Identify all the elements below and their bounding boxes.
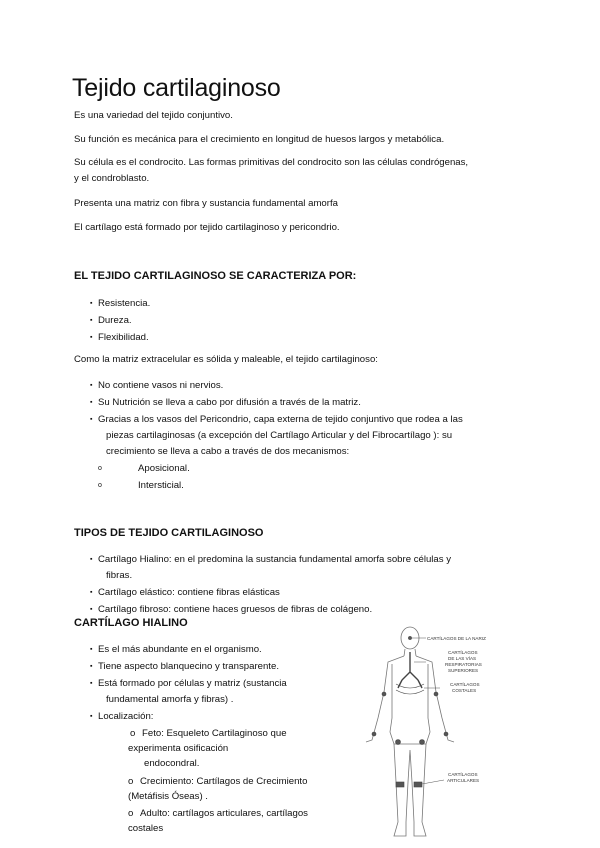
wrist-cartilage-icon bbox=[372, 732, 376, 736]
text-line: Cartílago Hialino: en el predomina la sustancia fundamental amorfa sobre células y bbox=[98, 554, 452, 565]
list-item: ▪ Flexibilidad. bbox=[90, 329, 150, 346]
label-articular-2: ARTICULARES bbox=[447, 778, 480, 783]
knee-cartilage-icon bbox=[396, 782, 404, 787]
text-line: piezas cartilaginosas (a excepción del Cartílago Articular y del Fibrocartílago ): su bbox=[106, 430, 453, 441]
rib-cartilage-icon bbox=[396, 684, 424, 694]
elbow-cartilage-icon bbox=[382, 692, 386, 696]
text-line: Gracias a los vasos del Pericondrio, capa externa de tejido conjuntivo que rodea a las bbox=[98, 414, 463, 425]
text-line: crecimiento se lleva a cabo a través de dos mecanismos: bbox=[106, 446, 350, 457]
label-nose: CARTÍLAGOS DE LA NARIZ bbox=[427, 636, 486, 641]
text-line: fibras. bbox=[106, 570, 133, 581]
section2-heading: TIPOS DE TEJIDO CARTILAGINOSO bbox=[74, 527, 264, 539]
text-line: Feto: Esqueleto Cartilaginoso que bbox=[142, 728, 287, 739]
hyaline-list bbox=[90, 641, 287, 725]
text-line: (Metáfisis Óseas) . bbox=[128, 791, 208, 802]
list-item: ▪ Cartílago elástico: contiene fibras elásticas bbox=[90, 584, 451, 601]
section3-heading: CARTÍLAGO HIALINO bbox=[74, 617, 188, 629]
location-feto: o Feto: Esqueleto Cartilaginoso que experimenta osificación endocondral. bbox=[128, 728, 287, 769]
list-item: o Aposicional. bbox=[98, 460, 463, 477]
mechanisms-list bbox=[98, 460, 463, 494]
list-item: ▪ Resistencia. bbox=[90, 295, 150, 312]
text-line: Adulto: cartílagos articulares, cartílagos bbox=[140, 808, 308, 819]
text-line: fundamental amorfa y fibras) . bbox=[106, 694, 234, 705]
list-item: ▪ Localización: bbox=[90, 708, 287, 725]
intro-line-4: y el condroblasto. bbox=[74, 173, 150, 184]
text-line: endocondral. bbox=[144, 758, 200, 769]
list-item: ▪ Dureza. bbox=[90, 312, 150, 329]
intro-line-3: Su célula es el condrocito. Las formas primitivas del condrocito son las células condrógenas, bbox=[74, 157, 469, 168]
list-item: ▪ No contiene vasos ni nervios. bbox=[90, 377, 463, 394]
hip-cartilage-icon bbox=[396, 740, 401, 745]
properties-list bbox=[90, 377, 463, 494]
list-item bbox=[90, 551, 451, 584]
label-costal-2: COSTALES bbox=[452, 688, 477, 693]
wrist-cartilage-icon bbox=[444, 732, 448, 736]
intro-line-2: Su función es mecánica para el crecimiento en longitud de huesos largos y metabólica. bbox=[74, 134, 445, 145]
label-airways-4: SUPERIORES bbox=[448, 668, 479, 673]
list-item bbox=[90, 675, 287, 708]
characteristics-list bbox=[90, 295, 150, 346]
list-item: ▪ Tiene aspecto blanquecino y transparente. bbox=[90, 658, 287, 675]
elbow-cartilage-icon bbox=[434, 692, 438, 696]
text-line: experimenta osificación bbox=[128, 743, 229, 754]
airway-icon bbox=[398, 652, 422, 688]
text-line: Está formado por células y matriz (sustancia bbox=[98, 678, 287, 689]
knee-cartilage-icon bbox=[414, 782, 422, 787]
list-item: ▪ Es el más abundante en el organismo. bbox=[90, 641, 287, 658]
text-line: Crecimiento: Cartílagos de Crecimiento bbox=[140, 776, 308, 787]
intro-line-6: El cartílago está formado por tejido cartilaginoso y pericondrio. bbox=[74, 222, 340, 233]
hip-cartilage-icon bbox=[420, 740, 425, 745]
label-airways-2: DE LAS VÍAS bbox=[448, 656, 477, 661]
label-airways-1: CARTÍLAGOS bbox=[448, 650, 478, 655]
label-airways-3: RESPIRATORIAS bbox=[445, 662, 482, 667]
text-line: costales bbox=[128, 823, 164, 834]
list-item bbox=[90, 411, 463, 494]
page-title: Tejido cartilaginoso bbox=[72, 74, 281, 102]
body-cartilage-figure bbox=[348, 622, 510, 848]
list-item: ▪ Cartílago fibroso: contiene haces gruesos de fibras de colágeno. bbox=[90, 601, 451, 618]
cartilage-types-list bbox=[90, 551, 451, 618]
list-item: o Intersticial. bbox=[98, 477, 463, 494]
leader-line bbox=[422, 780, 444, 784]
label-articular-1: CARTÍLAGOS bbox=[448, 772, 478, 777]
intro-line-5: Presenta una matriz con fibra y sustancia fundamental amorfa bbox=[74, 198, 338, 209]
matrix-paragraph: Como la matriz extracelular es sólida y maleable, el tejido cartilaginoso: bbox=[74, 354, 378, 365]
intro-line-1: Es una variedad del tejido conjuntivo. bbox=[74, 110, 233, 121]
label-costal-1: CARTÍLAGOS bbox=[450, 682, 480, 687]
nose-cartilage-icon bbox=[408, 636, 411, 639]
section1-heading: EL TEJIDO CARTILAGINOSO SE CARACTERIZA POR: bbox=[74, 270, 357, 282]
location-crecimiento: o Crecimiento: Cartílagos de Crecimiento (Metáfisis Óseas) . bbox=[128, 776, 308, 802]
location-adulto: o Adulto: cartílagos articulares, cartílagos costales bbox=[128, 808, 308, 834]
list-item: ▪ Su Nutrición se lleva a cabo por difusión a través de la matriz. bbox=[90, 394, 463, 411]
torso-outline bbox=[390, 664, 430, 744]
legs-outline bbox=[394, 744, 426, 836]
